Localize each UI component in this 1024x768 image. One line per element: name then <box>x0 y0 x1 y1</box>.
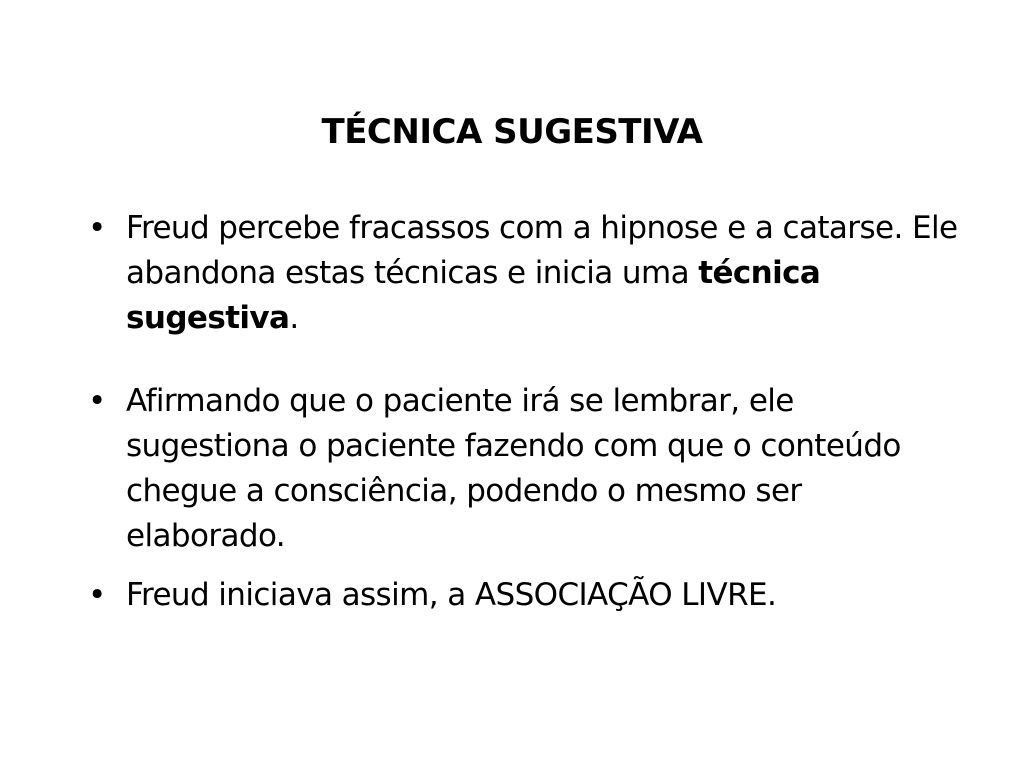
bullet-icon: • <box>88 383 106 419</box>
bullet-item-3 <box>88 573 958 618</box>
bullet-item-1 <box>88 206 958 341</box>
bullet-text-end: . <box>289 300 299 336</box>
bullet-icon: • <box>88 210 106 246</box>
bullet-icon: • <box>88 577 106 613</box>
bullet-bold-text: técnica sugestiva <box>126 255 821 336</box>
slide-title: TÉCNICA SUGESTIVA <box>321 112 703 152</box>
bullet-list <box>88 206 958 618</box>
bullet-item-2 <box>88 379 958 559</box>
bullet-text: Freud iniciava assim, a ASSOCIAÇÃO LIVRE. <box>126 577 777 613</box>
bullet-text: Afirmando que o paciente irá se lembrar, ele sugestiona o paciente fazendo com que o conteúdo chegue a consciência, podendo o mesmo ser elaborado. <box>126 383 901 554</box>
bullet-text: Freud percebe fracassos com a hipnose e a catarse. Ele abandona estas técnicas e inicia uma <box>126 210 958 291</box>
